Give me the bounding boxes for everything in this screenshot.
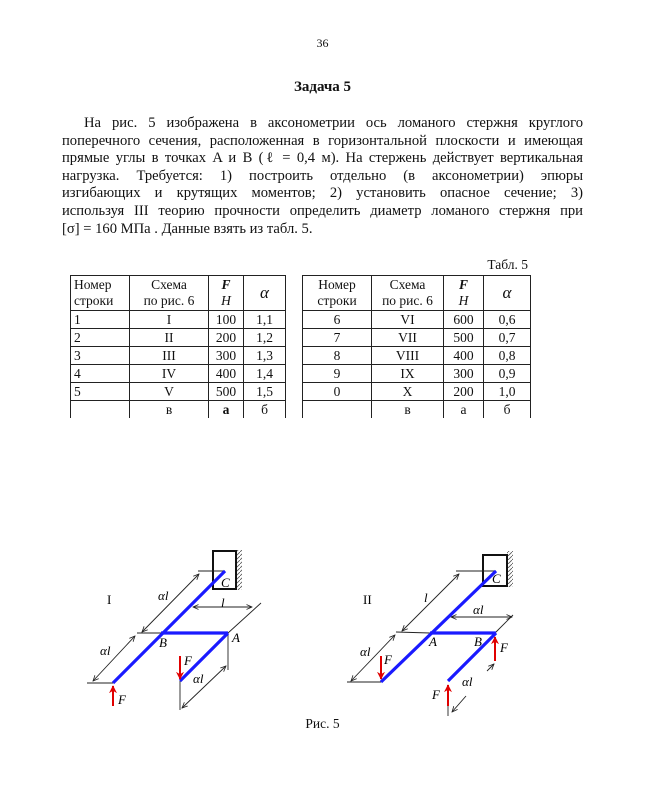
dim-label: αl [100, 643, 111, 658]
cell: X [372, 383, 444, 401]
cell: II [130, 329, 209, 347]
scheme-2 [347, 551, 513, 716]
dim-label: αl [360, 644, 371, 659]
point-b: B [474, 634, 482, 649]
cell: 300 [209, 347, 244, 365]
cell: а [209, 401, 244, 419]
force-label: F [384, 652, 392, 667]
cell: VIII [372, 347, 444, 365]
dim-label: l [221, 595, 225, 610]
force-label: F [432, 687, 440, 702]
cell: 300 [444, 365, 484, 383]
bar-axis [381, 571, 496, 682]
statement-line: используя III теорию прочности определить диаметр ломаного стержня при [62, 202, 583, 219]
cell: V [130, 383, 209, 401]
cell: б [484, 401, 531, 419]
table-caption: Табл. 5 [487, 257, 528, 272]
cell: 9 [303, 365, 372, 383]
cell: VI [372, 311, 444, 329]
cell: 100 [209, 311, 244, 329]
page-number: 36 [316, 36, 329, 50]
figure-caption: Рис. 5 [305, 716, 340, 731]
point-a: A [429, 634, 437, 649]
cell: 500 [444, 329, 484, 347]
statement-line: изгибающих и крутящих моментов; 2) установить опасное сечение; 3) [62, 185, 583, 202]
header-row-num: Номер строки [71, 276, 130, 311]
statement-line: прямые углы в точках A и B (ℓ = 0,4 м). На стержень действует вертикальная [62, 150, 583, 167]
header-alpha: α [244, 276, 286, 311]
cell: 1,4 [244, 365, 286, 383]
header-scheme: Схема по рис. 6 [130, 276, 209, 311]
cell: III [130, 347, 209, 365]
scheme-label: I [107, 592, 112, 607]
header-row-num: Номер строки [303, 276, 372, 311]
scheme-1 [87, 550, 261, 710]
cell: 1,3 [244, 347, 286, 365]
scheme-label: II [363, 592, 372, 607]
cell: 0,8 [484, 347, 531, 365]
cell: 0,6 [484, 311, 531, 329]
point-a: A [232, 630, 240, 645]
cell: 200 [209, 329, 244, 347]
cell: 5 [71, 383, 130, 401]
cell: в [130, 401, 209, 419]
force-label: F [500, 640, 508, 655]
cell: I [130, 311, 209, 329]
force-label: F [118, 692, 126, 707]
dim-label: αl [462, 674, 473, 689]
cell: IV [130, 365, 209, 383]
statement-line: На рис. 5 изображена в аксонометрии ось ломаного стержня круглого [84, 115, 583, 131]
bar-axis [113, 571, 228, 683]
header-force: F H [444, 276, 484, 311]
cell: 400 [444, 347, 484, 365]
point-c: C [221, 575, 230, 590]
cell: 1,0 [484, 383, 531, 401]
cell: 7 [303, 329, 372, 347]
cell: 0,9 [484, 365, 531, 383]
dim-label: αl [158, 588, 169, 603]
cell: 1 [71, 311, 130, 329]
dim-label: l [424, 590, 428, 605]
cell: 6 [303, 311, 372, 329]
cell: IX [372, 365, 444, 383]
statement-line: поперечного сечения, расположенная в горизонтальной плоскости и имеющая [62, 132, 583, 149]
cell: а [444, 401, 484, 419]
cell: 600 [444, 311, 484, 329]
cell: 8 [303, 347, 372, 365]
statement-line: нагрузка. Требуется: 1) построить отдельно (в аксонометрии) эпюры [62, 167, 583, 184]
cell: в [372, 401, 444, 419]
statement-line: [σ] = 160 МПа . Данные взять из табл. 5. [62, 220, 313, 237]
cell: VII [372, 329, 444, 347]
cell: 4 [71, 365, 130, 383]
dim-label: αl [193, 671, 204, 686]
cell: 1,1 [244, 311, 286, 329]
point-b: B [159, 635, 167, 650]
header-scheme: Схема по рис. 6 [372, 276, 444, 311]
cell: 1,5 [244, 383, 286, 401]
cell: 1,2 [244, 329, 286, 347]
force-label: F [184, 653, 192, 668]
cell: 400 [209, 365, 244, 383]
cell: 0 [303, 383, 372, 401]
cell: б [244, 401, 286, 419]
header-alpha: α [484, 276, 531, 311]
point-c: C [492, 571, 501, 586]
cell: 2 [71, 329, 130, 347]
cell: 0,7 [484, 329, 531, 347]
header-force: F H [209, 276, 244, 311]
cell: 200 [444, 383, 484, 401]
cell: 500 [209, 383, 244, 401]
dim-label: αl [473, 602, 484, 617]
cell: 3 [71, 347, 130, 365]
problem-title: Задача 5 [293, 79, 352, 95]
